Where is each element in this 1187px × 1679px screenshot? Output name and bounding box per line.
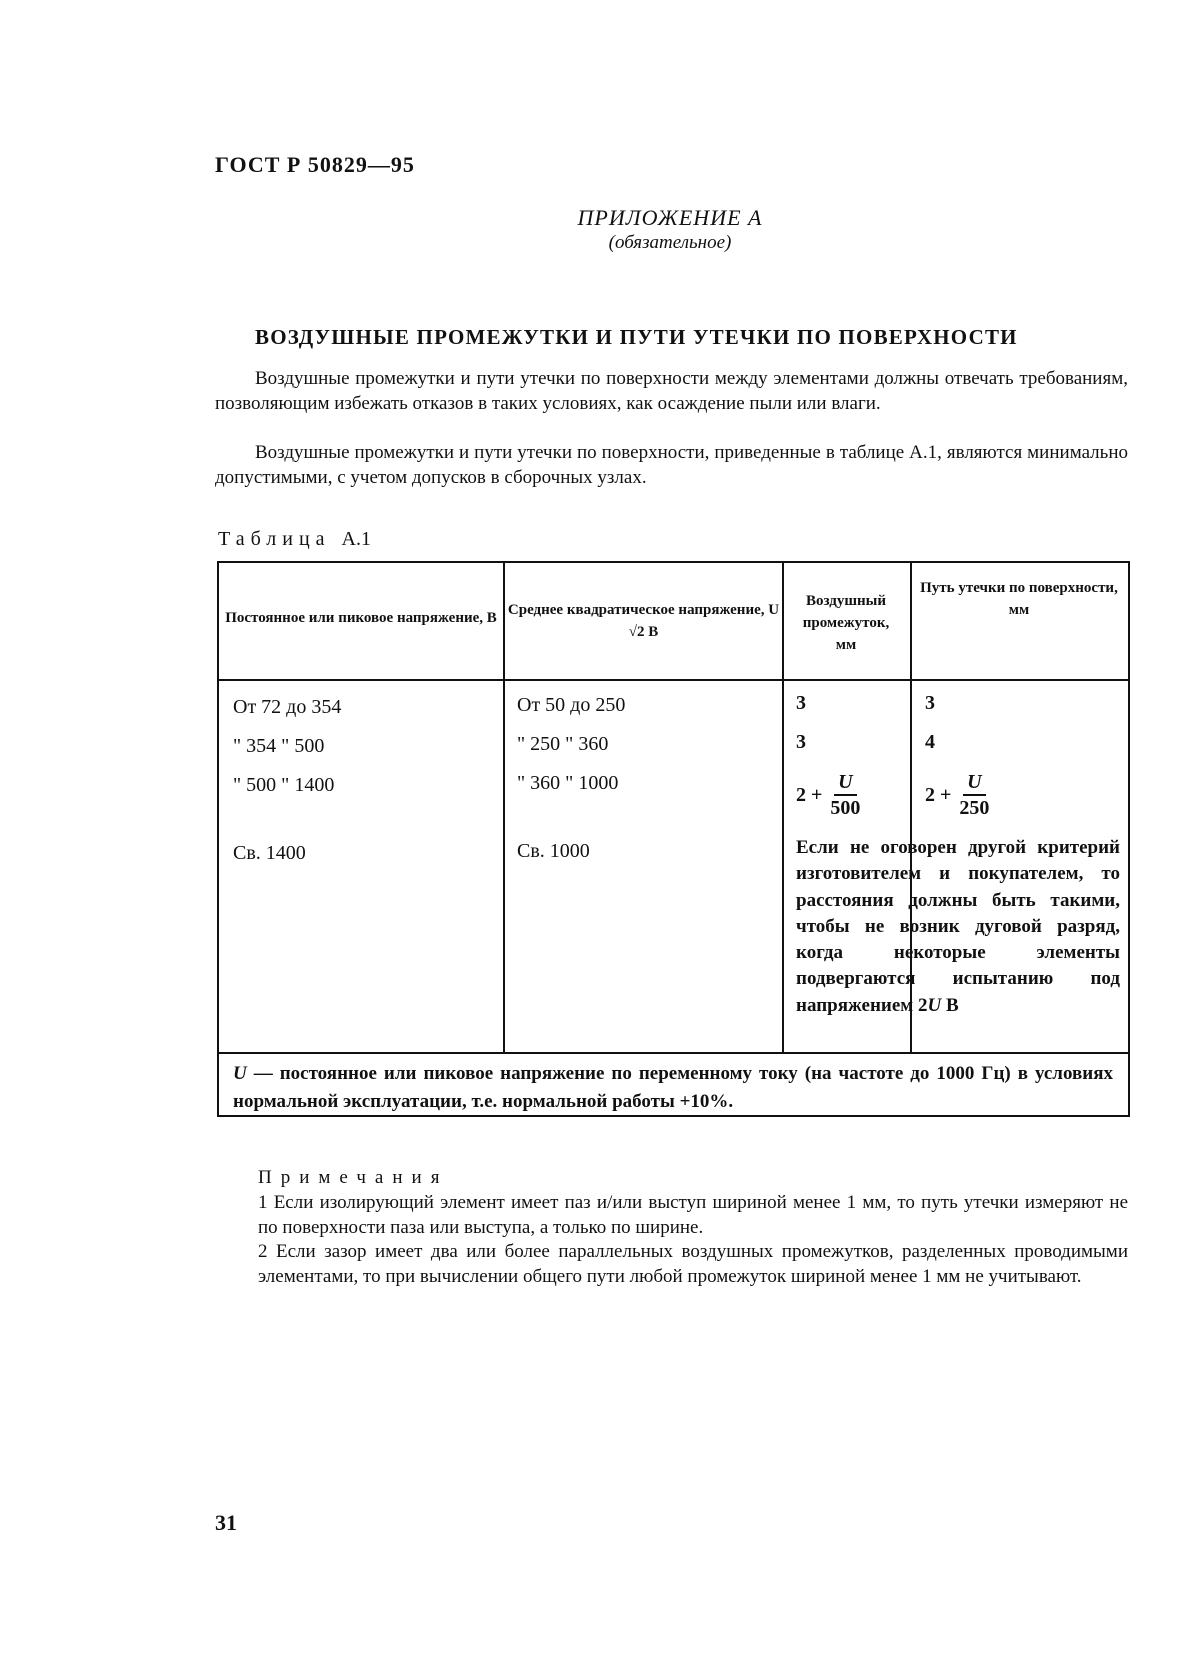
table-cell: 3 xyxy=(796,692,806,714)
table-caption-word: Таблица xyxy=(218,528,331,550)
table-a1 xyxy=(217,561,1130,1117)
document-code: ГОСТ Р 50829—95 xyxy=(215,152,415,177)
fraction xyxy=(959,770,989,820)
header-cell-rms-voltage: Среднее квадратическое напряжение, U √2 В xyxy=(507,602,780,640)
table-cell: Св. 1400 xyxy=(233,842,306,864)
table-cell: От 72 до 354 xyxy=(233,696,342,718)
air-gap-formula xyxy=(796,770,860,820)
footnote-divider xyxy=(219,1052,1128,1054)
header-cell-peak-voltage: Постоянное или пиковое напряжение, В xyxy=(225,610,497,626)
table-footnote: U — постоянное или пиковое напряжение по переменному току (на частоте до 1000 Гц) в условиях нормальной эксплуатации, т.е. нормальной работы +10%. xyxy=(233,1063,1113,1112)
fraction xyxy=(830,770,860,820)
table-cell: Св. 1000 xyxy=(517,840,590,862)
fraction-numerator: U xyxy=(834,770,856,796)
fraction-denominator: 500 xyxy=(830,797,861,819)
creepage-formula xyxy=(925,770,989,820)
header-cell-creepage: Путь утечки по поверхности, мм xyxy=(920,580,1118,618)
fraction-numerator: U xyxy=(963,770,985,796)
appendix-status: (обязательное) xyxy=(608,232,732,253)
table-cell: 4 xyxy=(925,731,935,753)
section-title: ВОЗДУШНЫЕ ПРОМЕЖУТКИ И ПУТИ УТЕЧКИ ПО ПОВЕРХНОСТИ xyxy=(255,325,1018,349)
table-cell: " 360 " 1000 xyxy=(517,772,619,794)
table-cell: " 250 " 360 xyxy=(517,733,609,755)
note-item: 1 Если изолирующий элемент имеет паз и/или выступ шириной менее 1 мм, то путь утечки измеряют не по поверхности паза или выступа, а только по ширине. xyxy=(258,1192,1128,1238)
table-caption-number: А.1 xyxy=(341,528,371,550)
table-cell: От 50 до 250 xyxy=(517,694,626,716)
paragraph: Воздушные промежутки и пути утечки по поверхности, приведенные в таблице А.1, являются минимально допустимыми, с учетом допусков в сборочных узлах. xyxy=(215,442,1128,488)
table-cell: " 354 " 500 xyxy=(233,735,325,757)
table-cell: " 500 " 1400 xyxy=(233,774,335,796)
merged-cell-condition: Если не оговорен другой критерий изготовителем и покупателем, то расстояния должны быть такими, чтобы не возник дуговой разряд, когда некоторые элементы подвергаются испытанию под напряжением 2U В xyxy=(796,837,1120,1016)
header-divider xyxy=(219,679,1128,681)
column-divider xyxy=(782,563,784,1052)
fraction-denominator: 250 xyxy=(959,797,990,819)
formula-prefix: 2 + xyxy=(925,783,952,806)
notes-title: Примечания xyxy=(258,1167,449,1188)
formula-prefix: 2 + xyxy=(796,783,823,806)
page-number: 31 xyxy=(215,1510,237,1535)
note-item: 2 Если зазор имеет два или более параллельных воздушных промежутков, разделенных проводимыми элементами, то при вычислении общего пути любой промежуток шириной менее 1 мм не учитывают. xyxy=(258,1241,1128,1287)
appendix-title: ПРИЛОЖЕНИЕ А xyxy=(577,205,763,230)
paragraph: Воздушные промежутки и пути утечки по поверхности между элементами должны отвечать требованиям, позволяющим избежать отказов в таких условиях, как осаждение пыли или влаги. xyxy=(215,368,1128,414)
table-caption xyxy=(218,528,371,551)
table-cell: 3 xyxy=(796,731,806,753)
header-cell-air-gap: Воздушный промежуток, мм xyxy=(802,593,890,653)
table-cell: 3 xyxy=(925,692,935,714)
